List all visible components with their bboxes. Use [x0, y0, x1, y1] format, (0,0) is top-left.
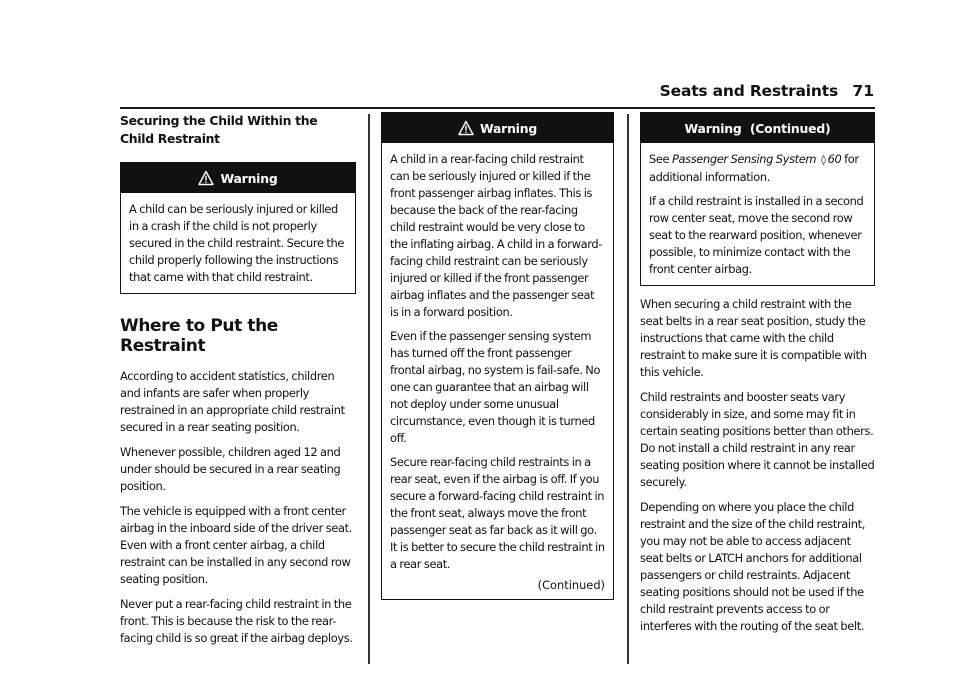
- warning-text: A child can be seriously injured or killed in a crash if the child is not properly secured in the child restraint. Secure the child properly following the instructions that came with that child restraint.: [129, 202, 345, 284]
- warning-header: [121, 163, 355, 193]
- warning-header: [382, 113, 613, 143]
- page-number: 71: [852, 82, 874, 100]
- column-divider: [368, 114, 370, 664]
- continued-label: (Continued): [537, 578, 605, 592]
- header-rule: [120, 107, 875, 109]
- reference-prefix: See: [649, 152, 670, 166]
- warning-box: [120, 162, 356, 294]
- body-paragraph: Whenever possible, children aged 12 and under should be secured in a rear seating position.: [120, 445, 341, 493]
- warning-label: Warning: [479, 120, 538, 136]
- header-title: Seats and Restraints: [659, 82, 838, 100]
- body-paragraph: When securing a child restraint with the seat belts in a rear seat position, study the instructions that came with the child restraint to make sure it is compatible with this vehicle.: [640, 297, 867, 379]
- warning-text: If a child restraint is installed in a second row center seat, move the second row seat to the rearward position, whenever possible, to minimize contact with the front center airbag.: [649, 194, 864, 276]
- warning-triangle-icon: [458, 120, 474, 136]
- warning-header: [641, 113, 874, 143]
- body-paragraph: Never put a rear-facing child restraint in the front. This is because the risk to the rear-facing child is so great if the airbag deploys.: [120, 597, 353, 645]
- warning-text: Secure rear-facing child restraints in a rear seat, even if the airbag is off. If you secure a forward-facing child restraint in the front seat, always move the front passenger seat as far back as it will go. It is better to secure the child restraint in a rear seat.: [390, 455, 605, 571]
- page-reference-icon: ◊: [820, 155, 826, 166]
- column-3: [640, 112, 875, 643]
- reference-link[interactable]: Passenger Sensing System: [671, 152, 817, 166]
- warning-triangle-icon: [198, 170, 214, 186]
- body-paragraph: The vehicle is equipped with a front center airbag in the inboard side of the driver seat. Even with a front center airbag, a child restraint can be installed in any second row seating position.: [120, 504, 353, 586]
- section-title: Where to Put the Restraint: [120, 316, 278, 356]
- warning-label: Warning: [220, 170, 278, 186]
- warning-box: [381, 112, 614, 600]
- reference-suffix: for additional information.: [649, 152, 859, 184]
- column-1: [120, 112, 356, 655]
- warning-text: A child in a rear-facing child restraint can be seriously injured or killed if the front passenger airbag inflates. This is because the back of the rear-facing child restraint would be very close to the inflating airbag. A child in a forward-facing child restraint can be seriously injured or killed if the front passenger airbag inflates and the passenger seat is in a forward position.: [390, 152, 602, 319]
- warning-label: Warning (Continued): [684, 120, 831, 136]
- column-divider: [627, 114, 629, 664]
- body-paragraph: According to accident statistics, children and infants are safer when properly restrained in an appropriate child restraint secured in a rear seating position.: [120, 369, 345, 434]
- warning-text: Even if the passenger sensing system has turned off the front passenger frontal airbag, no system is fail-safe. No one can guarantee that an airbag will not deploy under some unusual circumstance, even though it is turned off.: [390, 329, 601, 445]
- warning-box: [640, 112, 875, 286]
- page-header: [0, 78, 960, 104]
- section-heading: Securing the Child Within the Child Restraint: [120, 113, 318, 146]
- warning-text: [649, 151, 866, 186]
- body-paragraph: Child restraints and booster seats vary considerably in size, and some may fit in certain seating positions better than others. Do not install a child restraint in any rear seating position where it cannot be installed securely.: [640, 390, 875, 489]
- column-2: [381, 112, 614, 600]
- body-paragraph: Depending on where you place the child restraint and the size of the child restraint, you may not be able to access adjacent seat belts or LATCH anchors for additional passengers or child restraints. Adjacent seating positions should not be used if the child restraint prevents access to or interferes with the routing of the seat belt.: [640, 500, 865, 633]
- reference-page[interactable]: 60: [827, 152, 842, 166]
